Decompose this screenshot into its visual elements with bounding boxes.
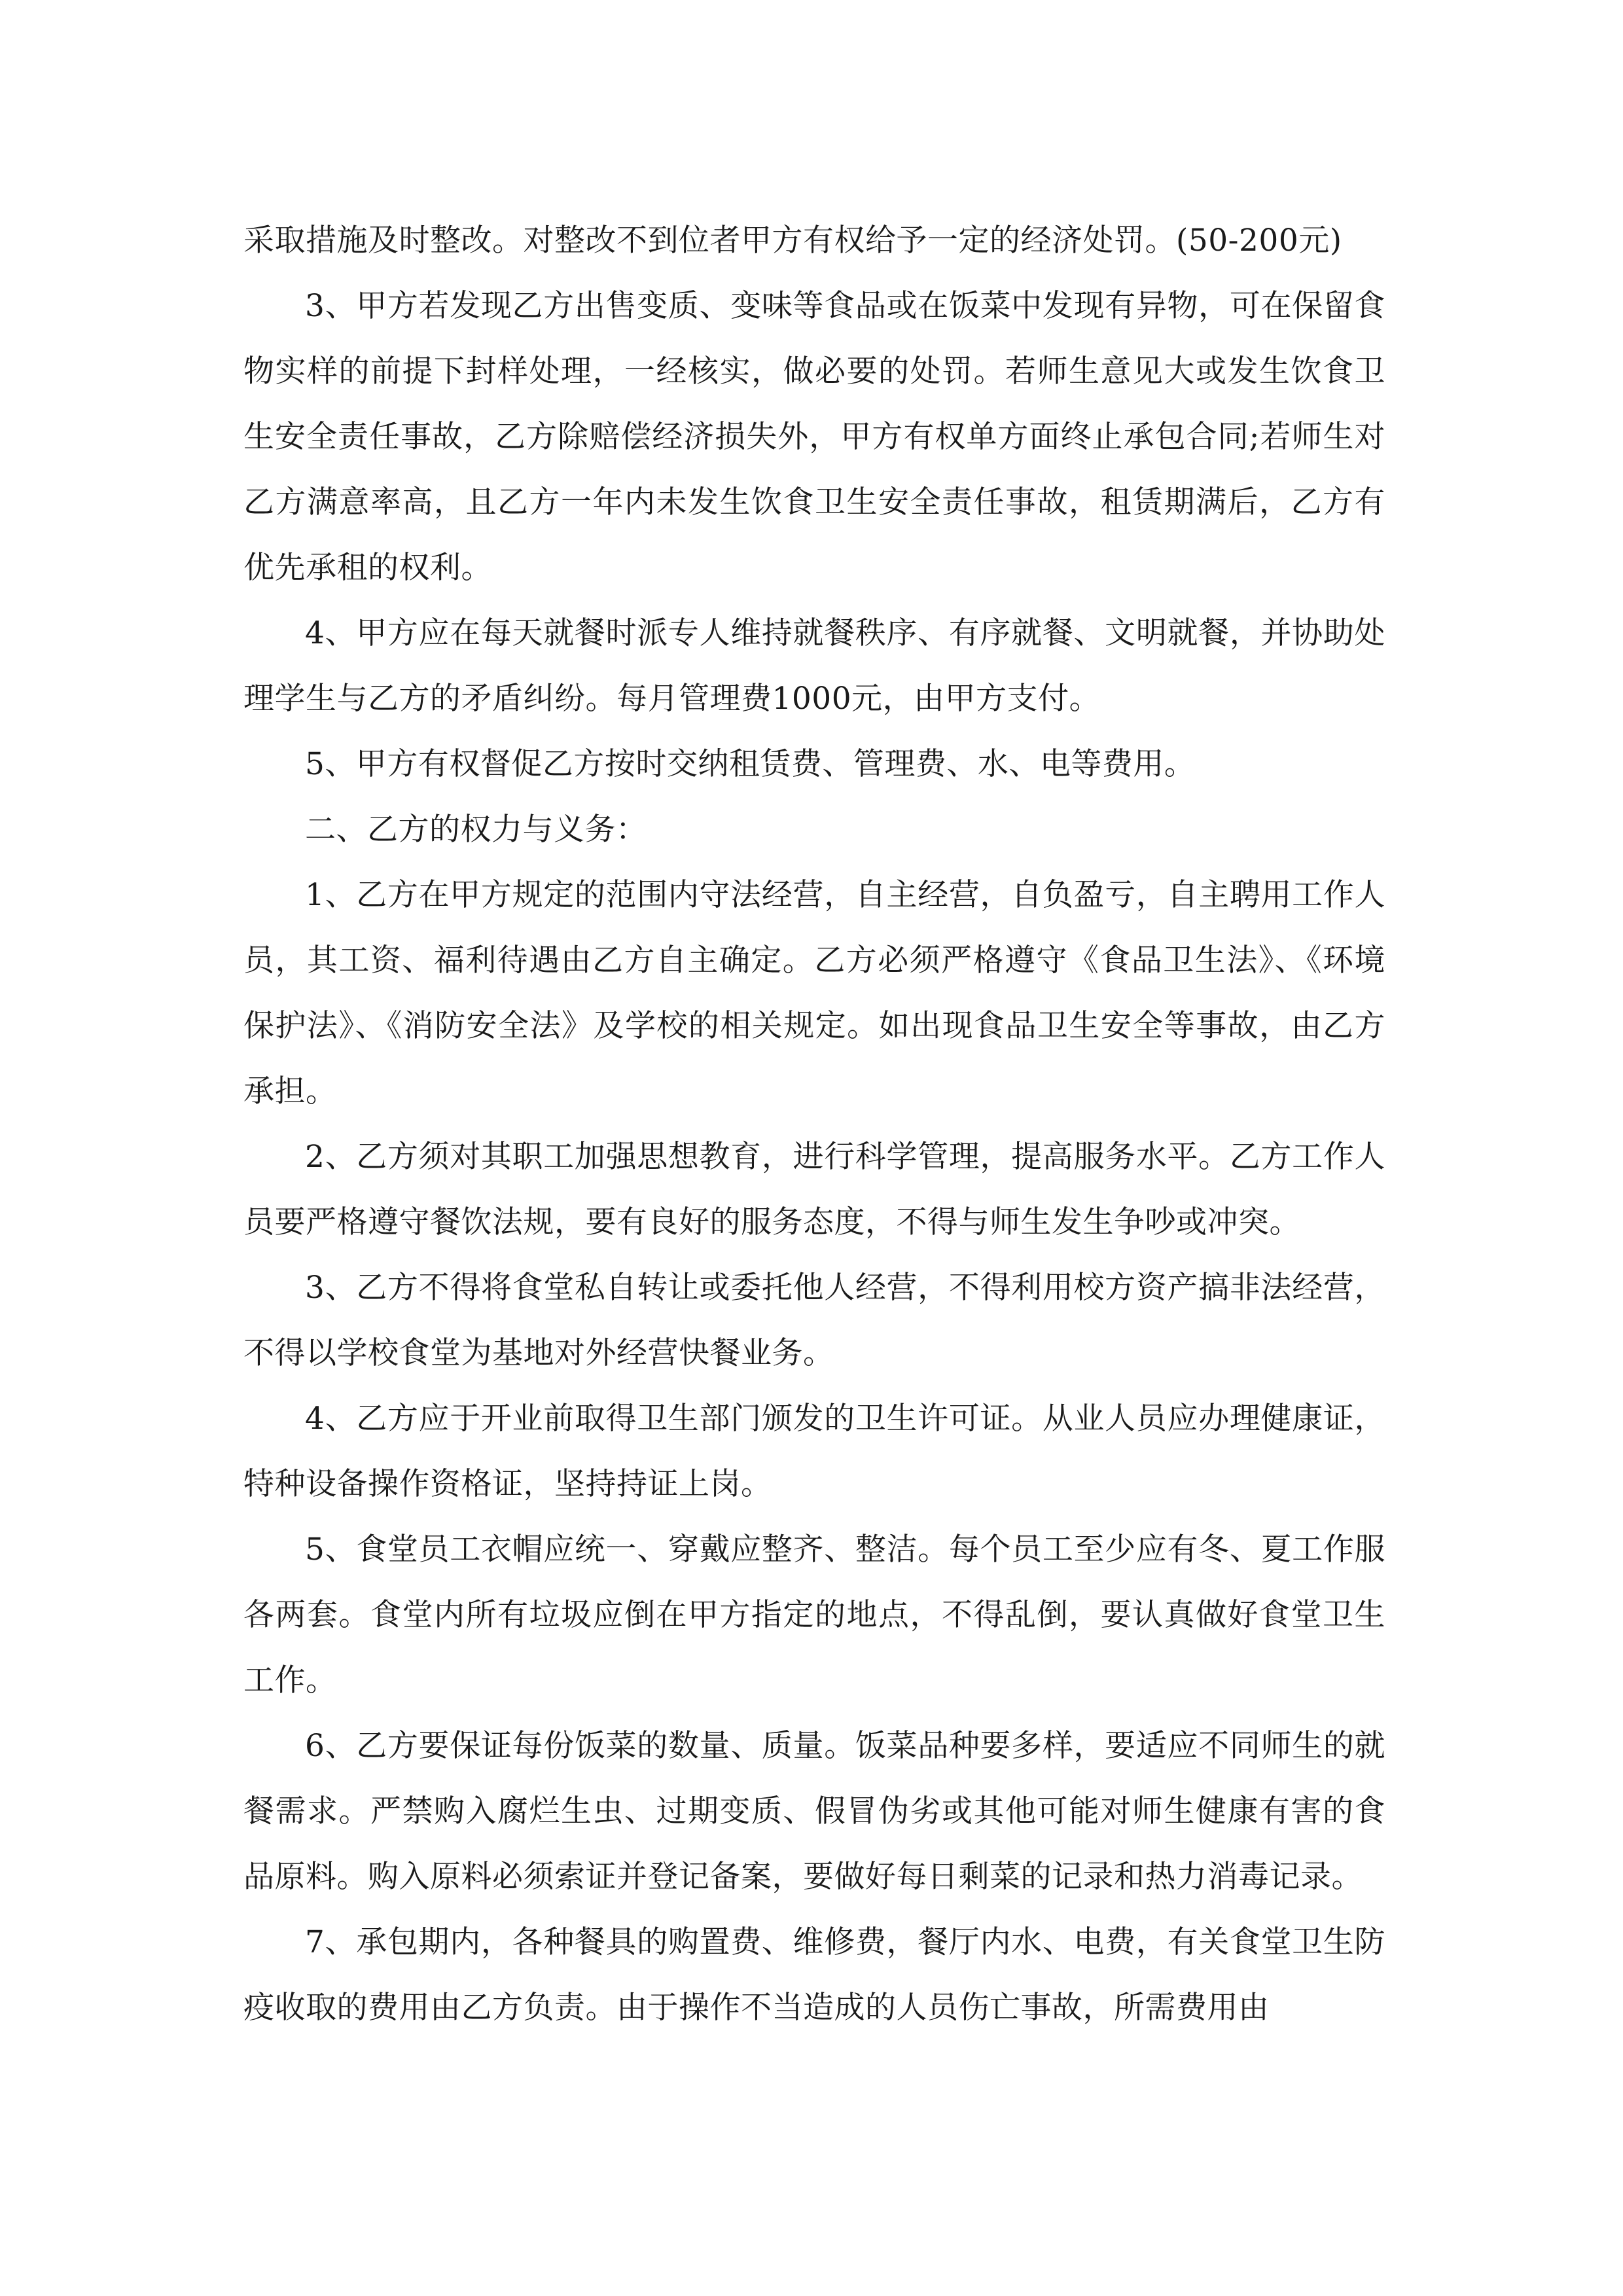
paragraph-b-clause-3: 3、乙方不得将食堂私自转让或委托他人经营，不得利用校方资产搞非法经营，不得以学校食堂为基地对外经营快餐业务。 — [243, 1270, 1385, 1371]
paragraph-b-clause-2: 2、乙方须对其职工加强思想教育，进行科学管理，提高服务水平。乙方工作人员要严格遵守餐饮法规，要有良好的服务态度，不得与师生发生争吵或冲突。 — [243, 1139, 1385, 1240]
section-heading: 二、乙方的权力与义务： — [305, 812, 647, 848]
paragraph-b-clause-4: 4、乙方应于开业前取得卫生部门颁发的卫生许可证。从业人员应办理健康证，特种设备操作资格证，坚持持证上岗。 — [243, 1401, 1385, 1502]
document-body — [243, 208, 1385, 2041]
paragraph-clause-3: 3、甲方若发现乙方出售变质、变味等食品或在饭菜中发现有异物，可在保留食物实样的前提下封样处理，一经核实，做必要的处罚。若师生意见大或发生饮食卫生安全责任事故，乙方除赔偿经济损失外，甲方有权单方面终止承包合同;若师生对乙方满意率高，且乙方一年内未发生饮食卫生安全责任事故，租赁期满后，乙方有优先承租的权利。 — [243, 288, 1385, 586]
paragraph-b-clause-5: 5、食堂员工衣帽应统一、穿戴应整齐、整洁。每个员工至少应有冬、夏工作服各两套。食堂内所有垃圾应倒在甲方指定的地点，不得乱倒，要认真做好食堂卫生工作。 — [243, 1532, 1385, 1698]
paragraph-clause-5: 5、甲方有权督促乙方按时交纳租赁费、管理费、水、电等费用。 — [305, 746, 1196, 782]
paragraph-b-clause-6: 6、乙方要保证每份饭菜的数量、质量。饭菜品种要多样，要适应不同师生的就餐需求。严禁购入腐烂生虫、过期变质、假冒伪劣或其他可能对师生健康有害的食品原料。购入原料必须索证并登记备案，要做好每日剩菜的记录和热力消毒记录。 — [243, 1728, 1385, 1895]
paragraph-clause-4: 4、甲方应在每天就餐时派专人维持就餐秩序、有序就餐、文明就餐，并协助处理学生与乙方的矛盾纠纷。每月管理费1000元，由甲方支付。 — [243, 615, 1385, 717]
paragraph-b-clause-1: 1、乙方在甲方规定的范围内守法经营，自主经营，自负盈亏，自主聘用工作人员，其工资、福利待遇由乙方自主确定。乙方必须严格遵守《食品卫生法》、《环境保护法》、《消防安全法》及学校的相关规定。如出现食品卫生安全等事故，由乙方承担。 — [243, 877, 1385, 1109]
paragraph-continuation: 采取措施及时整改。对整改不到位者甲方有权给予一定的经济处罚。(50-200元) — [243, 223, 1342, 259]
paragraph-b-clause-7: 7、承包期内，各种餐具的购置费、维修费，餐厅内水、电费，有关食堂卫生防疫收取的费用由乙方负责。由于操作不当造成的人员伤亡事故，所需费用由 — [243, 1924, 1385, 2026]
